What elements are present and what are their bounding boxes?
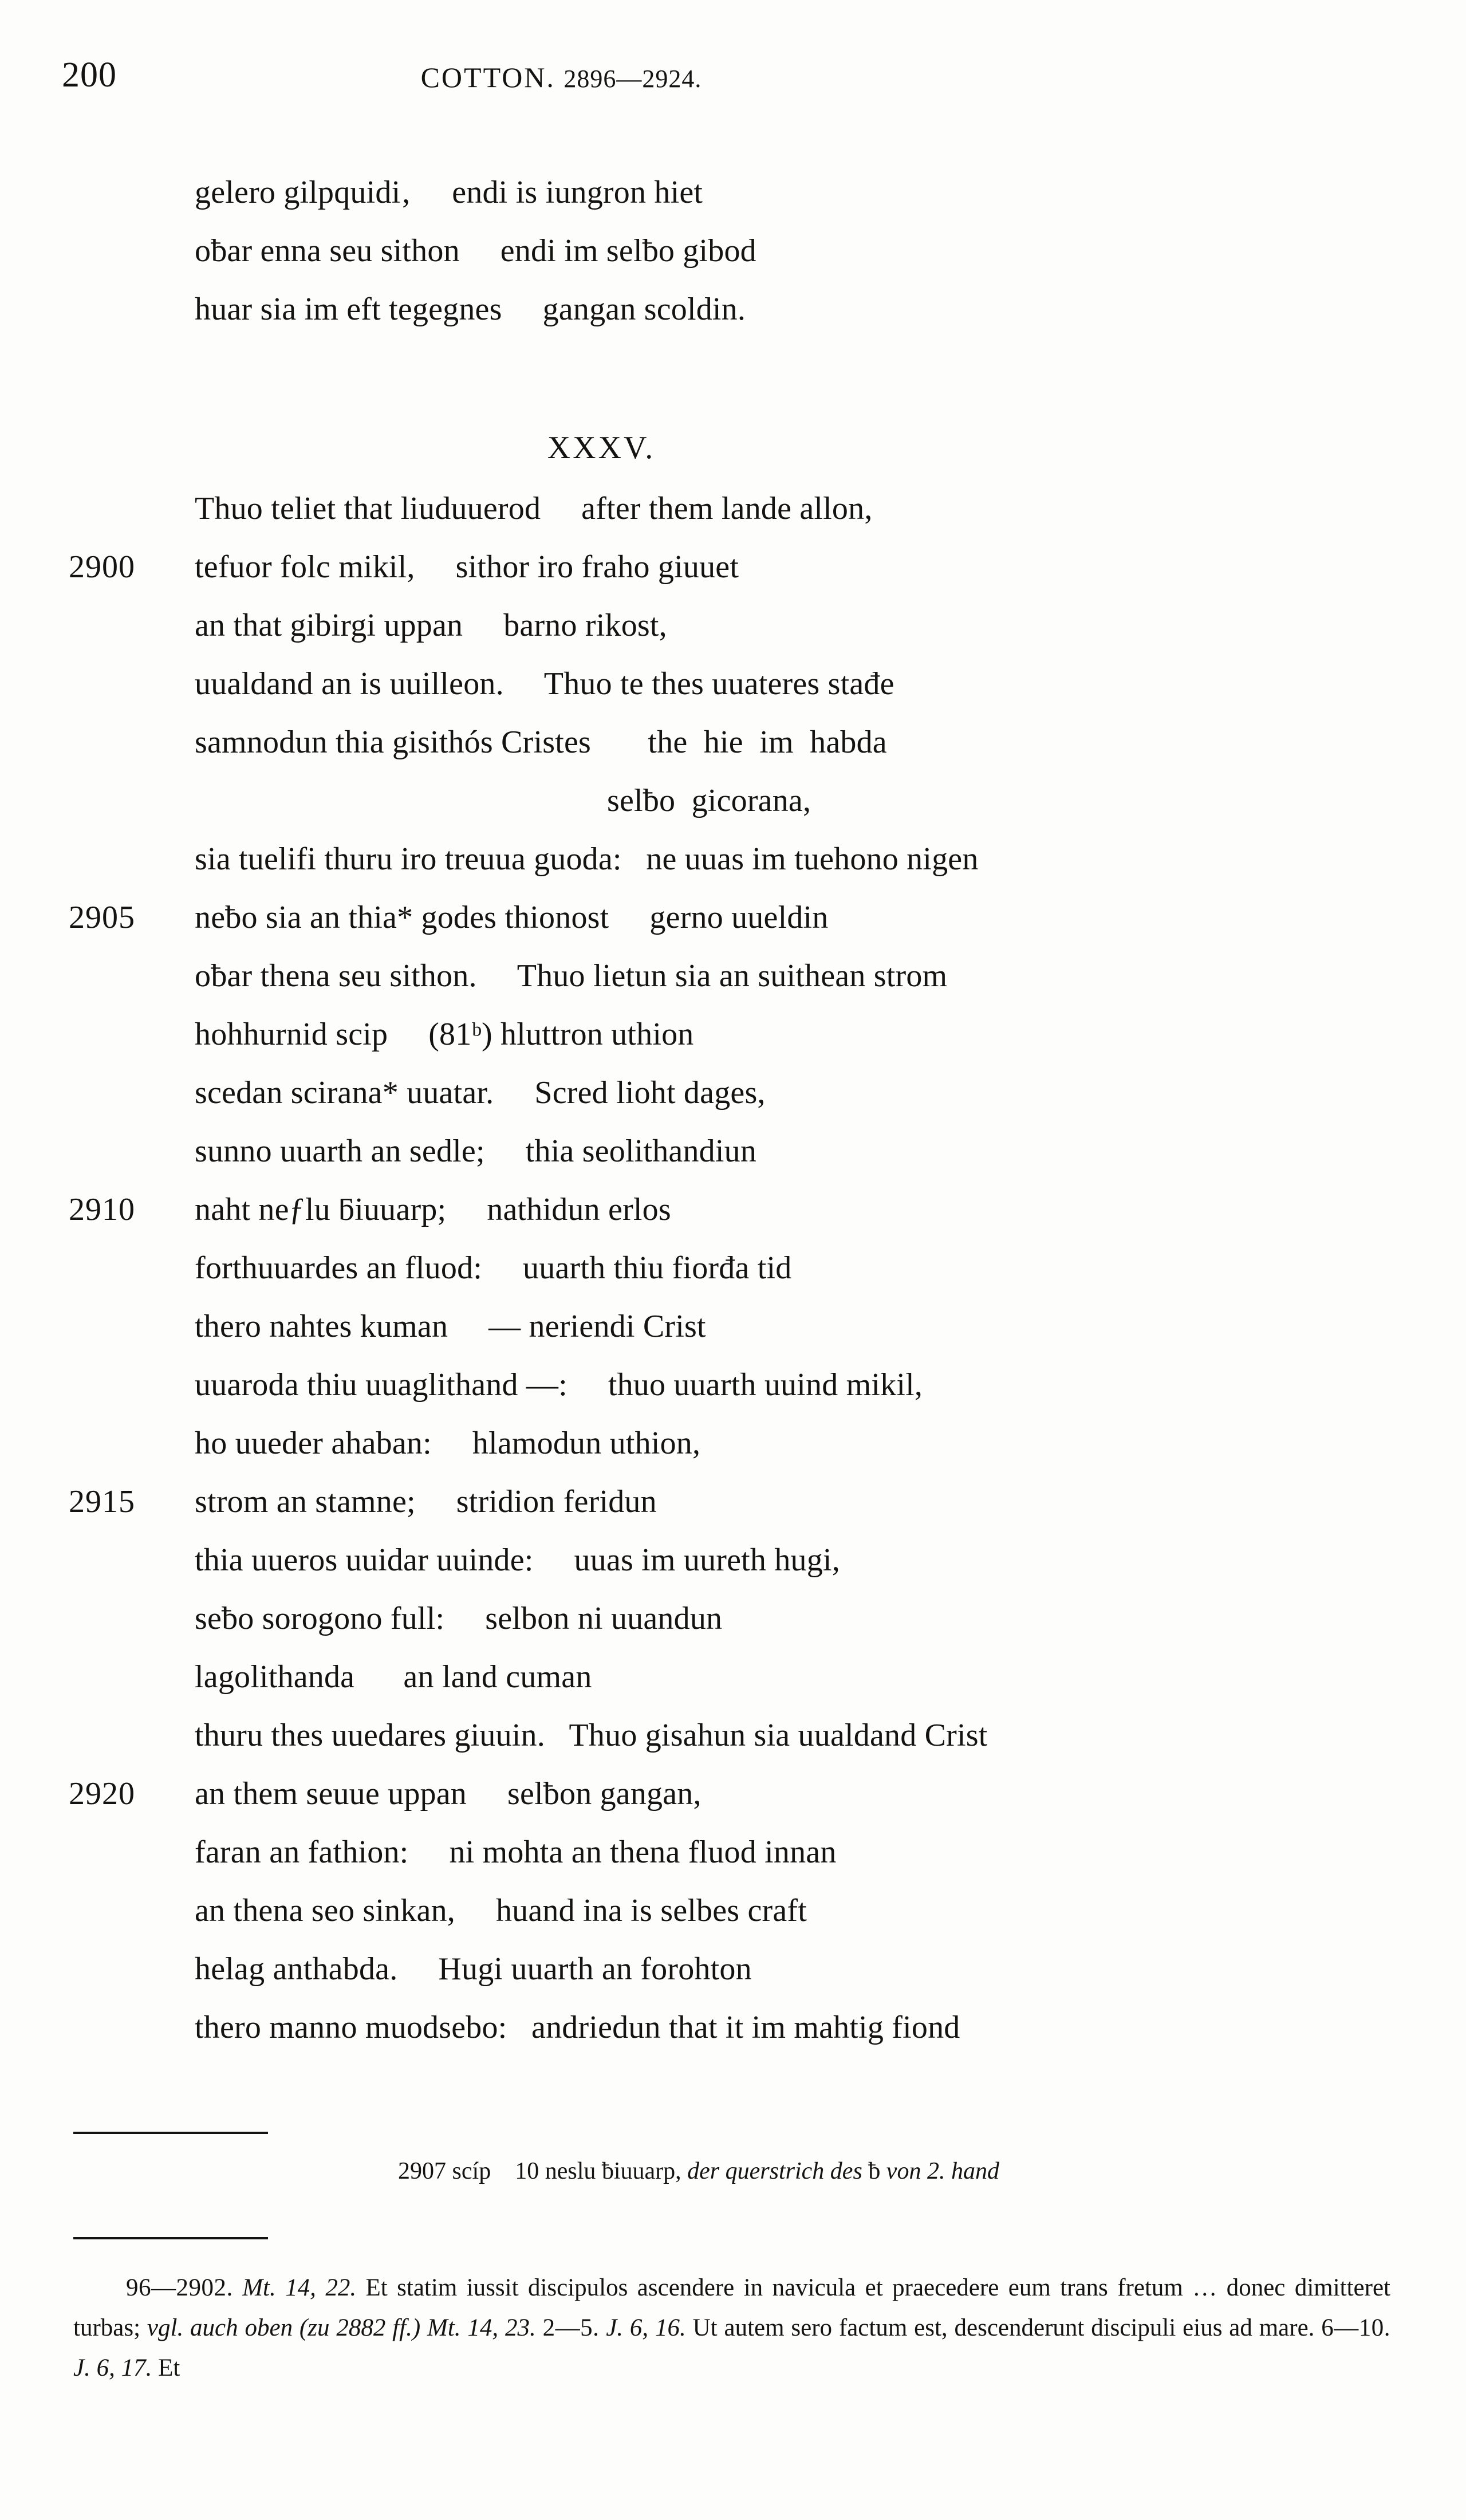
apparatus-note-symbol: ƀ bbox=[868, 2158, 881, 2184]
apparatus-variant: 10 neslu ƀiuuarp, bbox=[515, 2158, 681, 2184]
verse-line bbox=[0, 1414, 1466, 1472]
verse-line-text: tefuor folc mikil, sithor iro fraho giuuet bbox=[195, 549, 739, 585]
verse-line bbox=[0, 1122, 1466, 1180]
verse-line bbox=[0, 538, 1466, 596]
verse-line bbox=[0, 1881, 1466, 1940]
verse-line bbox=[0, 830, 1466, 888]
verse-line bbox=[0, 596, 1466, 655]
verse-line-text: oƀar thena seu sithon. Thuo lietun sia an suithean strom bbox=[195, 958, 948, 994]
verse-line bbox=[0, 1940, 1466, 1998]
verse-line-number: 2905 bbox=[69, 900, 135, 935]
verse-body bbox=[0, 163, 1466, 2057]
verse-line-text: scedan scirana* uuatar. Scred lioht dages, bbox=[195, 1075, 766, 1111]
verse-line-text: gelero gilpquidi‚ endi is iungron hiet bbox=[195, 175, 703, 210]
verse-line-text: ho uueder ahaban: hlamodun uthion, bbox=[195, 1426, 701, 1461]
verse-line-text: hohhurnid scip (81ᵇ) hluttron uthion bbox=[195, 1017, 694, 1052]
verse-line-text: lagolithanda an land cuman bbox=[195, 1659, 592, 1695]
verse-line-text: helag anthabda. Hugi uuarth an forohton bbox=[195, 1951, 752, 1987]
verse-line-text: neƀo sia an thia* godes thionost gerno uueldin bbox=[195, 900, 829, 935]
critical-apparatus bbox=[0, 2153, 1466, 2189]
verse-line bbox=[0, 1239, 1466, 1297]
verse-line-text: forthuuardes an fluod: uuarth thiu fiorđa tid bbox=[195, 1250, 792, 1286]
commentary-line-ref: 96—2902. bbox=[126, 2274, 233, 2301]
verse-line bbox=[0, 479, 1466, 538]
verse-line bbox=[0, 1998, 1466, 2057]
verse-line-text: selƀo gicorana, bbox=[607, 783, 811, 818]
verse-line-text: thuru thes uuedares giuuin. Thuo gisahun sia uualdand Crist bbox=[195, 1718, 988, 1753]
commentary-range-2: 6—10. bbox=[1321, 2314, 1391, 2341]
commentary-range-1: 2—5. bbox=[542, 2314, 600, 2341]
apparatus-rule bbox=[73, 2132, 268, 2134]
verse-line-number: 2910 bbox=[69, 1192, 135, 1227]
verse-line-number: 2920 bbox=[69, 1776, 135, 1812]
verse-line-number: 2915 bbox=[69, 1484, 135, 1519]
running-title-line-range: 2896—2924. bbox=[563, 65, 702, 93]
commentary-citation-2: Mt. 14, 23. bbox=[427, 2314, 536, 2341]
commentary-quote-2: Ut autem sero factum est, descenderunt discipuli eius ad mare. bbox=[692, 2314, 1315, 2341]
commentary-citation-4: J. 6, 17. bbox=[73, 2354, 152, 2381]
section-spacer bbox=[0, 338, 1466, 393]
commentary-rule bbox=[73, 2237, 268, 2239]
verse-line bbox=[0, 1531, 1466, 1589]
verse-line-number: 2900 bbox=[69, 549, 135, 585]
verse-line bbox=[0, 1297, 1466, 1356]
verse-line-text: seƀo sorogono full: selbon ni uuandun bbox=[195, 1601, 723, 1636]
commentary-citation-3: J. 6, 16. bbox=[606, 2314, 686, 2341]
verse-line-text: sia tuelifi thuru iro treuua guoda: ne uuas im tuehono nigen bbox=[195, 841, 979, 877]
verse-line bbox=[0, 888, 1466, 947]
verse-line bbox=[0, 947, 1466, 1005]
commentary-quote-3: Et bbox=[158, 2354, 180, 2381]
verse-line-text: thero nahtes kuman — neriendi Crist bbox=[195, 1309, 706, 1344]
verse-line bbox=[0, 1765, 1466, 1823]
apparatus-line-ref: 2907 scíp bbox=[398, 2158, 491, 2184]
commentary-crossref: vgl. auch oben (zu 2882 ff.) bbox=[147, 2314, 421, 2341]
verse-line bbox=[0, 713, 1466, 771]
verse-line bbox=[0, 655, 1466, 713]
section-heading: XXXV. bbox=[547, 430, 656, 466]
verse-line bbox=[0, 1180, 1466, 1239]
running-title bbox=[0, 61, 1466, 94]
verse-line-text: thia uueros uuidar uuinde: uuas im uureth hugi, bbox=[195, 1542, 840, 1578]
verse-line bbox=[0, 1064, 1466, 1122]
source-commentary bbox=[73, 2268, 1390, 2388]
verse-line bbox=[0, 1589, 1466, 1648]
apparatus-note-part-1: der querstrich des bbox=[687, 2158, 862, 2184]
apparatus-note-part-2: von 2. hand bbox=[886, 2158, 999, 2184]
verse-line bbox=[0, 771, 1466, 830]
verse-line-text: uuaroda thiu uuaglithand —: thuo uuarth uuind mikil, bbox=[195, 1367, 923, 1403]
verse-line-text: naht neƒlu ƃiuuarp; nathidun erlos bbox=[195, 1192, 671, 1227]
verse-line bbox=[0, 163, 1466, 222]
verse-line-text: oƀar enna seu sithon endi im selƀo gibod bbox=[195, 233, 756, 269]
verse-line-text: huar sia im eft tegegnes gangan scoldin. bbox=[195, 292, 746, 327]
verse-line-text: an that gibirgi uppan barno rikost, bbox=[195, 608, 667, 643]
running-head bbox=[0, 55, 1466, 107]
verse-line bbox=[0, 280, 1466, 338]
verse-line-text: uualdand an is uuilleon. Thuo te thes uuateres stađe bbox=[195, 666, 894, 702]
verse-line bbox=[0, 1823, 1466, 1881]
commentary-quote-1: Et statim iussit discipulos ascendere in navicula et praecedere eum trans fretum … donec dimitteret turbas; bbox=[73, 2274, 1390, 2341]
page-number: 200 bbox=[62, 56, 117, 94]
verse-line bbox=[0, 1706, 1466, 1765]
verse-line-text: thero manno muodsebo: andriedun that it im mahtig fiond bbox=[195, 2010, 960, 2045]
running-title-manuscript: COTTON. bbox=[420, 61, 555, 93]
verse-line bbox=[0, 1356, 1466, 1414]
verse-line-text: strom an stamne; stridion feridun bbox=[195, 1484, 657, 1519]
verse-line bbox=[0, 1648, 1466, 1706]
verse-line-text: sunno uuarth an sedle; thia seolithandiun bbox=[195, 1133, 757, 1169]
verse-line-text: an them seuue uppan selƀon gangan, bbox=[195, 1776, 702, 1812]
verse-line bbox=[0, 1005, 1466, 1064]
verse-line bbox=[0, 222, 1466, 280]
verse-line bbox=[0, 1472, 1466, 1531]
verse-line-text: an thena seo sinkan, huand ina is selbes craft bbox=[195, 1893, 807, 1928]
verse-line-text: samnodun thia gisithós Cristes the hie im habda bbox=[195, 724, 887, 760]
commentary-citation-1: Mt. 14, 22. bbox=[242, 2274, 357, 2301]
verse-line-text: Thuo teliet that liuduuerod after them lande allon, bbox=[195, 491, 873, 526]
verse-line-text: faran an fathion: ni mohta an thena fluod innan bbox=[195, 1834, 837, 1870]
